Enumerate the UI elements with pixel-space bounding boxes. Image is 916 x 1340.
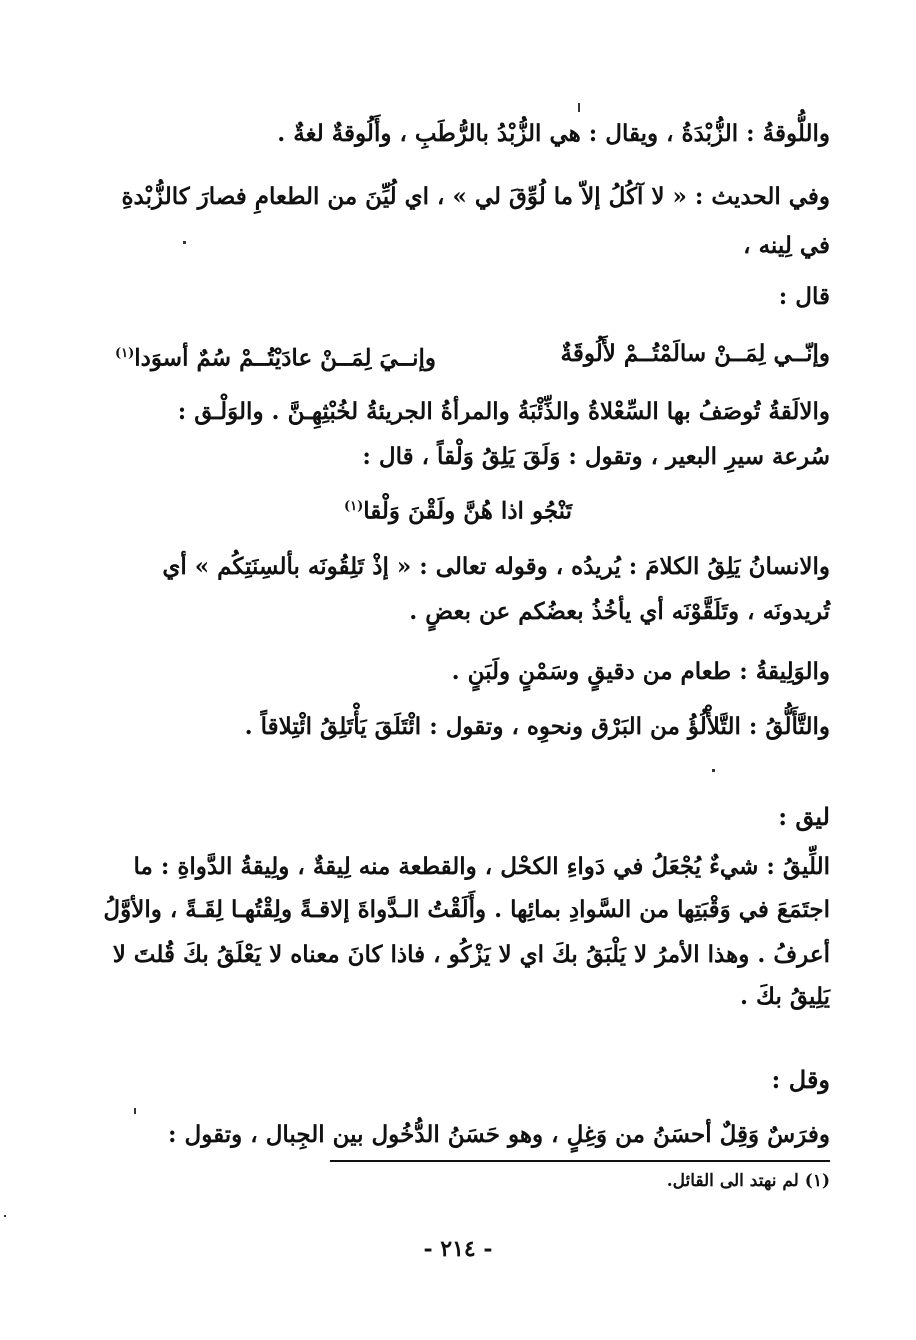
scan-speck <box>134 1108 136 1114</box>
scan-speck <box>4 1215 6 1217</box>
verse-line <box>0 490 916 529</box>
scan-speck <box>712 769 715 772</box>
footnote-ref: (١) <box>115 346 135 361</box>
text-line: قال : <box>778 283 830 310</box>
text-line: تُريدونَه ، وتَلَقَّوْنَه أي يأخُذُ بعضُكم عن بعضٍ . <box>409 598 830 625</box>
scan-speck <box>578 103 580 112</box>
text-line: سُرعة سيرِ البعير ، وتقول : وَلَقَ يَلِقُ وَلْقاً ، قال : <box>362 443 830 470</box>
text-line: والالَقةُ تُوصَفُ بها السِّعْلاةُ والذِّئْبَةُ والمرأةُ الجريئةُ لخُبْثِهِـنَّ . والوَلْـق : <box>177 398 830 425</box>
section-heading-waql: وقل : <box>771 1065 830 1094</box>
footnote-ref: (١) <box>343 499 364 514</box>
text-line: وفرَسٌ وَقِلٌ أحسَنُ من وَغِلٍ ، وهو حَسَنُ الدُّخُول بين الجِبال ، وتقول : <box>168 1121 830 1148</box>
text-line: والتَّأَلُّقُ : التَّلأْلُؤُ من البَرْق ونحوِه ، وتقول : ائْتَلَقَ يَأْتَلِقُ ائْتِلاقاً . <box>244 713 830 740</box>
verse-text: وإنــيَ لِمَــنْ عادَيْتُــمْ سُمٌ أسوَدا <box>134 344 437 372</box>
text-line: والوَلِيقةُ : طعام من دقيقٍ وسَمْنٍ ولَبَنٍ . <box>451 658 830 685</box>
page-number: - ٢١٤ - <box>423 1236 493 1262</box>
text-line: اللِّيقُ : شيءٌ يُجْعَلُ في دَواءِ الكحْل ، والقطعة منه لِيقةٌ ، ولِيقةُ الدَّواةِ : ما <box>133 853 830 880</box>
text-line: واللُّوقةُ : الزُّبْدَةُ ، ويقال : هي الزُّبْدُ بالرُّطَبِ ، وأَلُوقةٌ لغةٌ . <box>277 120 830 147</box>
scan-speck <box>183 241 186 244</box>
verse-text: تَنْجُو اذا هُنَّ ولَقْنَ وَلْقا <box>363 497 573 525</box>
text-line: أعرفُ . وهذا الأمرُ لا يَلْبَقُ بكَ اي لا يَزْكُو ، فاذا كانَ معناه لا يَعْلَقُ بكَ قُلتَ لا <box>112 941 830 968</box>
verse-hemistich-first: وإنّــي لِمَــنْ سالَمْتُــمْ لأَلُوقَةٌ <box>560 340 830 367</box>
text-line: والانسانُ يَلِقُ الكلامَ : يُريدُه ، وقوله تعالى : « إذْ تَلِقُونَه بألسِنَتِكُم » أي <box>162 553 830 580</box>
verse-hemistich-second <box>115 337 436 376</box>
footnote: (١) لم نهتد الى القائل. <box>666 1171 830 1191</box>
section-heading-liq: ليق : <box>778 802 830 831</box>
text-line: وفي الحديث : « لا آكُلُ إلاّ ما لُوِّقَ لي » ، اي لُيِّنَ من الطعامِ فصارَ كالزُّبْدةِ <box>121 183 830 210</box>
text-line: اجتَمَعَ في وَقْبَتِها من السَّوادِ بمائِها . وأَلَقْتُ الـدَّواةَ إلاقـةً ولِقْتُهـا لِقَـةً ، والأوَّلُ <box>103 896 830 923</box>
footnote-divider <box>330 1160 830 1162</box>
text-line: يَلِيقُ بكَ . <box>740 983 830 1010</box>
text-line: في لِينه ، <box>743 232 830 259</box>
